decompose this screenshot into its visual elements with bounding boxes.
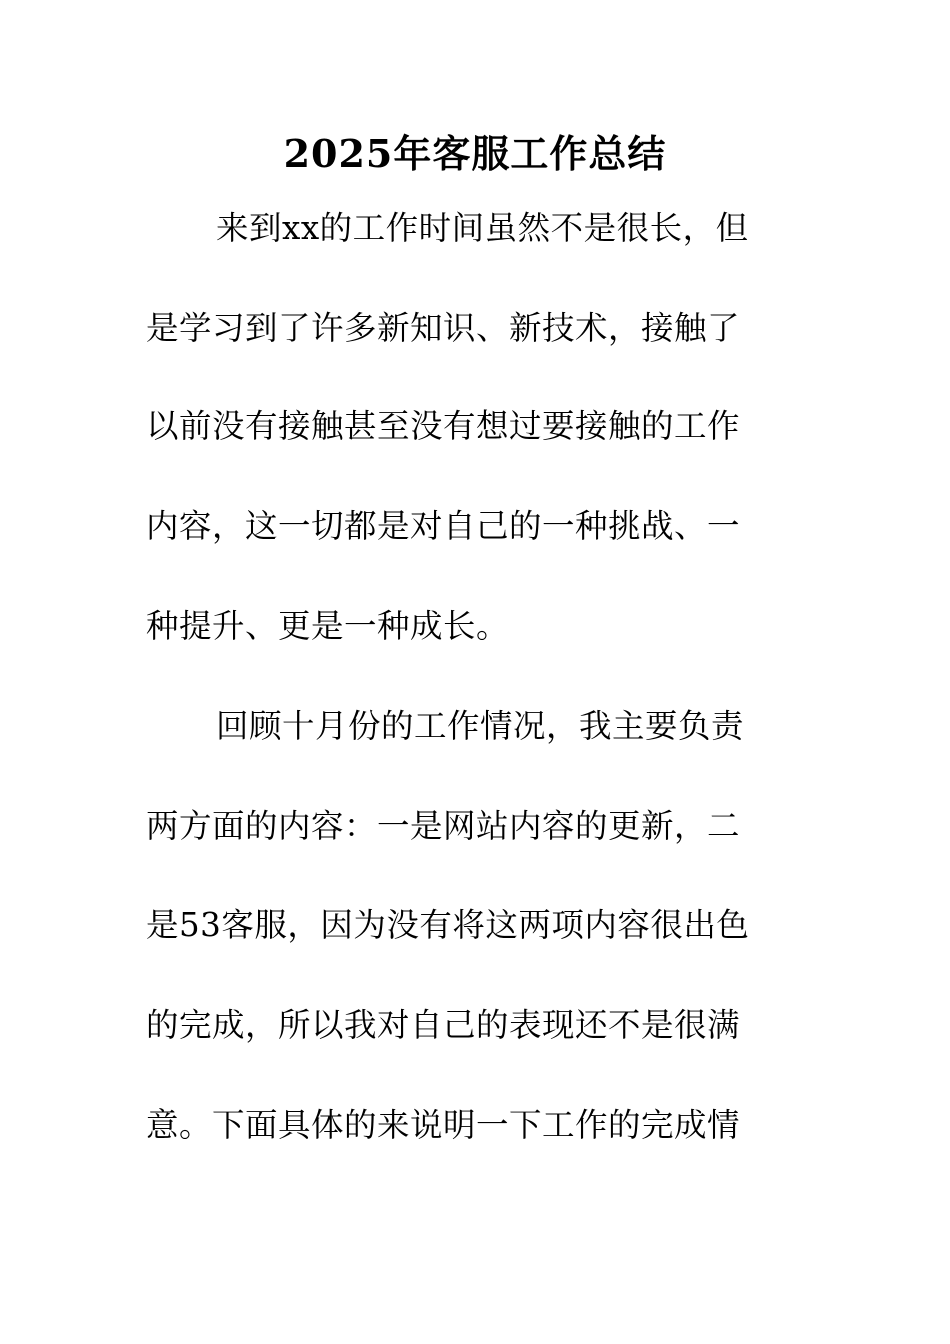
document-title: 2025年客服工作总结: [283, 131, 667, 176]
paragraph-line: 种提升、更是一种成长。: [146, 607, 510, 645]
paragraph-line: 是53客服，因为没有将这两项内容很出色: [146, 906, 750, 944]
paragraph-line: 内容，这一切都是对自己的一种挑战、一: [146, 507, 741, 545]
paragraph-line: 回顾十月份的工作情况，我主要负责: [216, 707, 745, 745]
paragraph-line: 的完成，所以我对自己的表现还不是很满: [146, 1006, 741, 1044]
paragraph-line: 以前没有接触甚至没有想过要接触的工作: [146, 407, 741, 445]
paragraph-line: 来到xx的工作时间虽然不是很长，但: [216, 209, 749, 247]
paragraph-line: 意。下面具体的来说明一下工作的完成情: [146, 1106, 741, 1144]
paragraph-line: 是学习到了许多新知识、新技术，接触了: [146, 309, 741, 347]
paragraph-line: 两方面的内容：一是网站内容的更新，二: [146, 807, 741, 845]
